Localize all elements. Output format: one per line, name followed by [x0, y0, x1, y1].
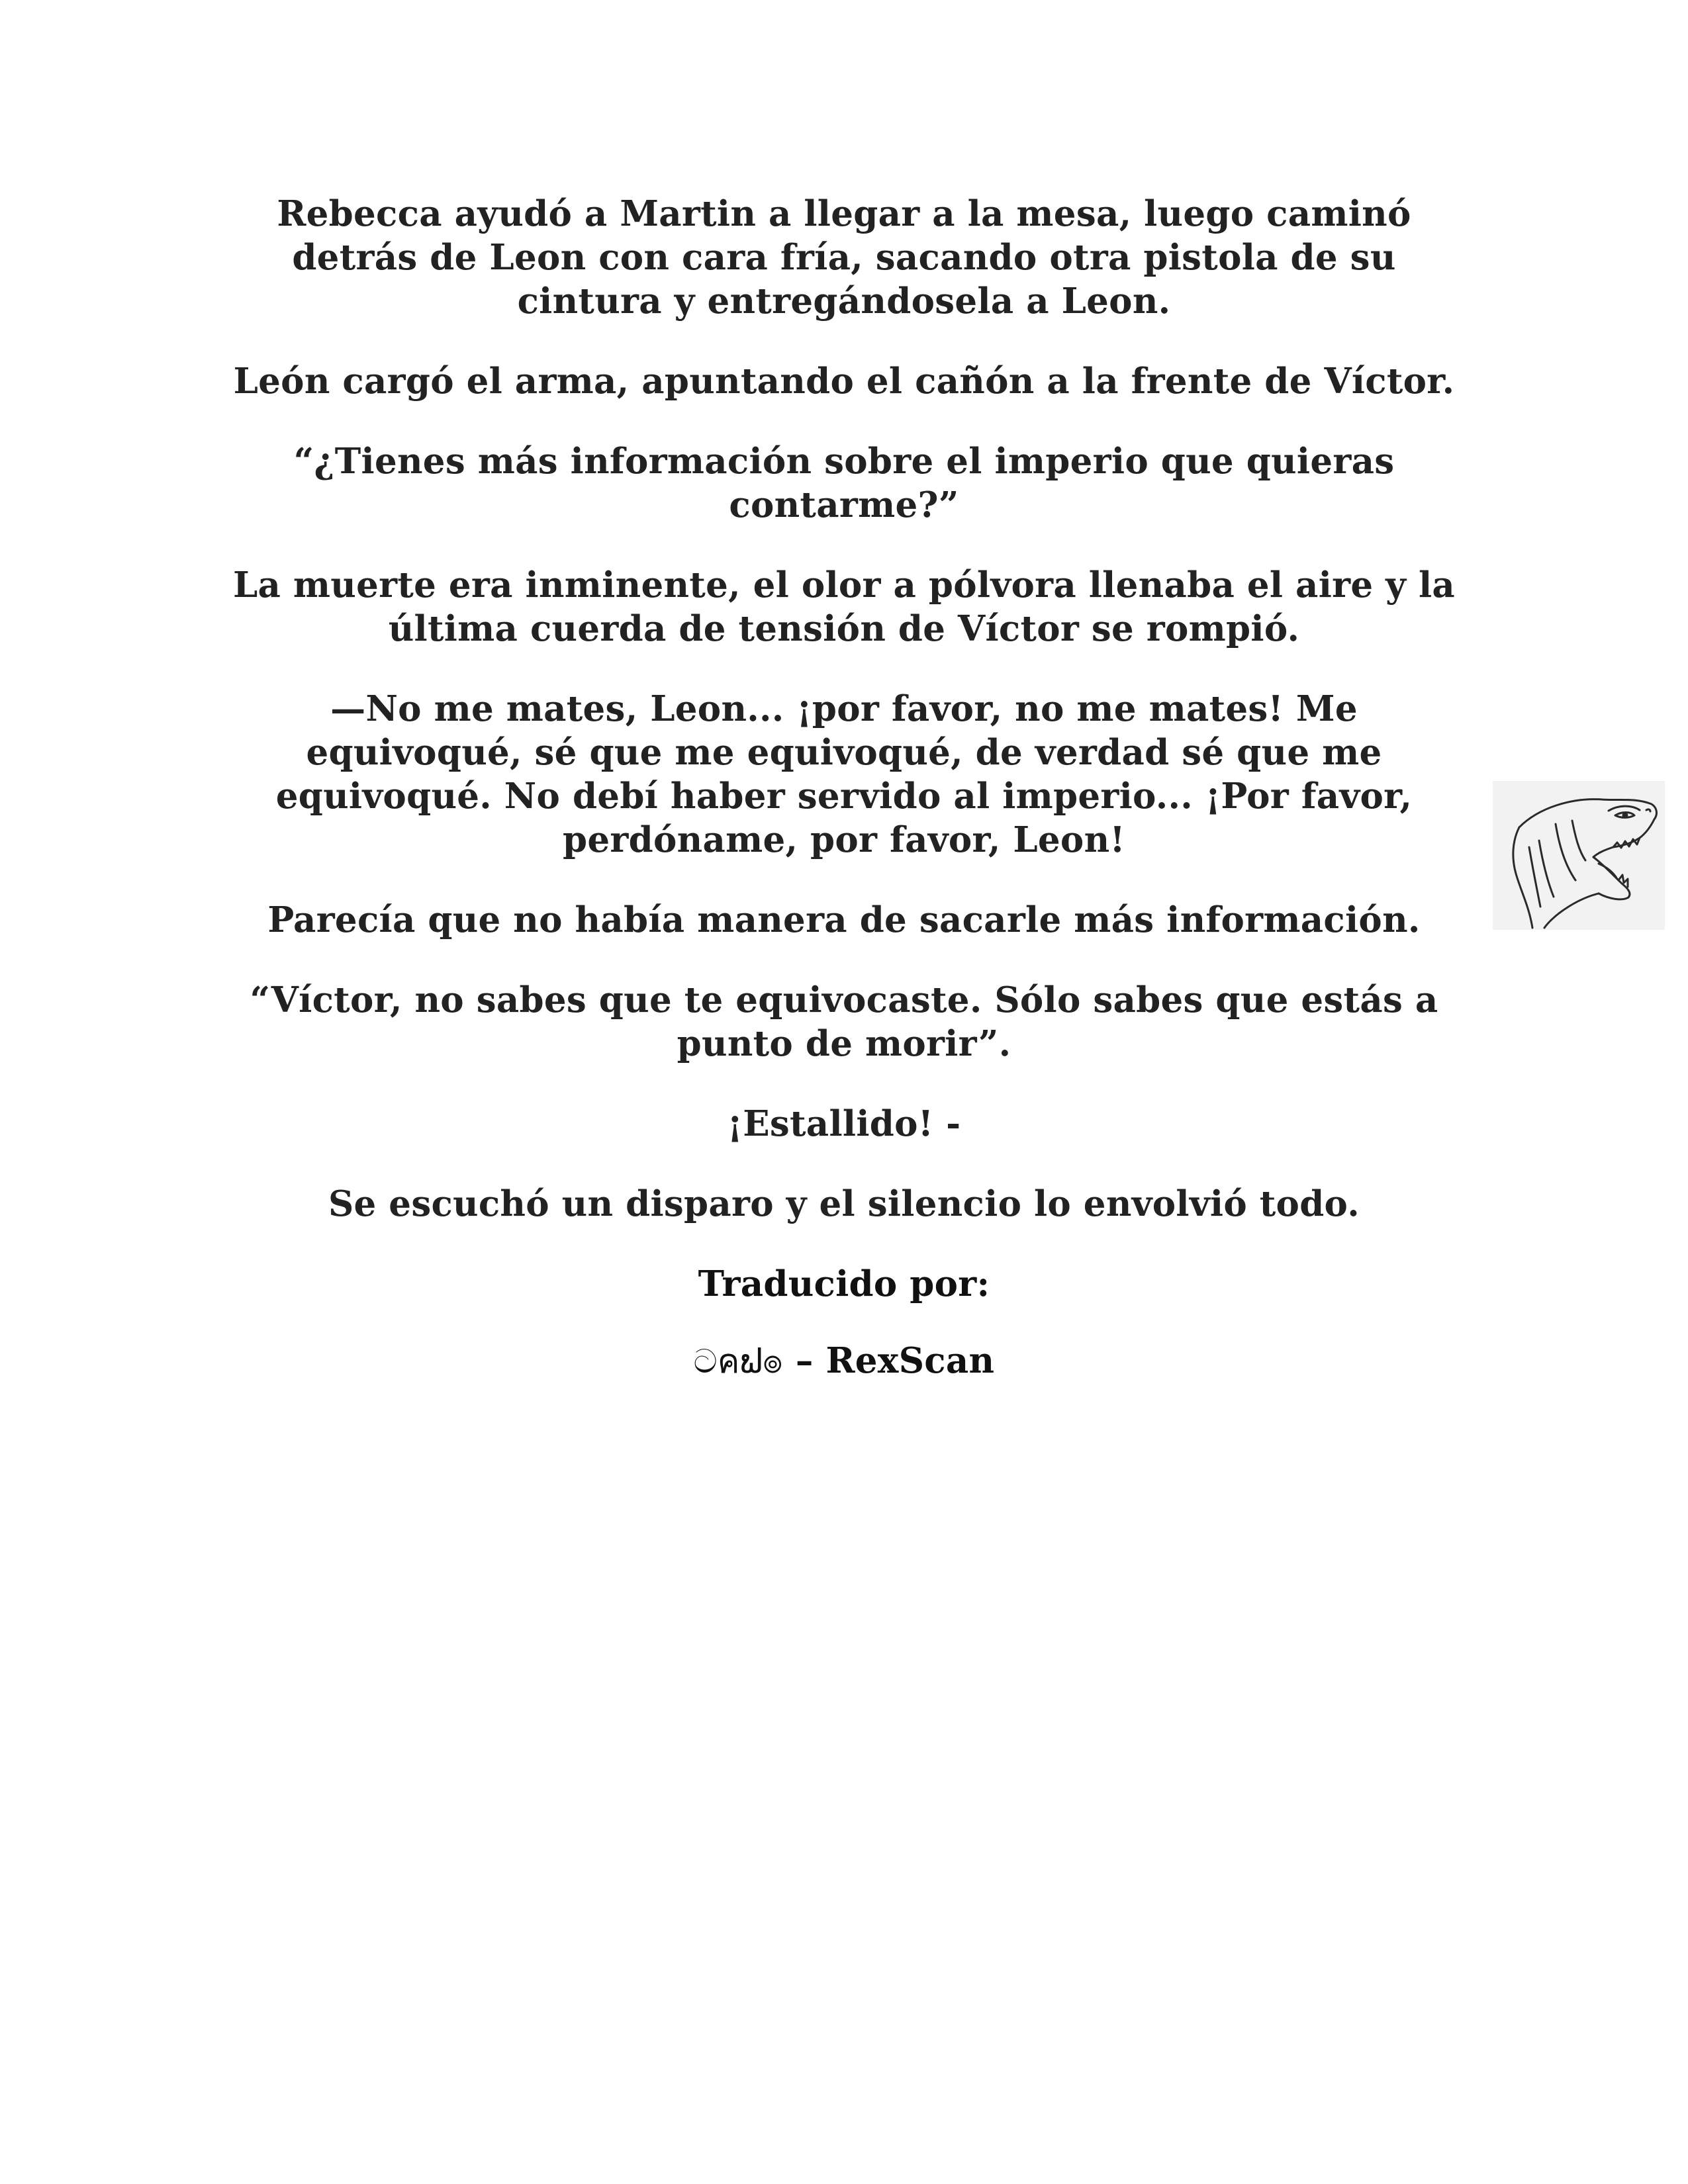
t-rex-head-icon — [1493, 781, 1665, 930]
t-rex-drawing — [1493, 781, 1665, 930]
paragraph-5: —No me mates, Leon... ¡por favor, no me mates! Me equivoqué, sé que me equivoqué, de verdad sé que me equivoqué. No debí haber servido al imperio... ¡Por favor, perdóname, por favor, Leon! — [275, 688, 1413, 860]
story-text — [232, 192, 1456, 1383]
paragraph-3: “¿Tienes más información sobre el imperio que quieras contarme?” — [293, 441, 1395, 525]
credits-line — [232, 1339, 1456, 1383]
paragraph-2: León cargó el arma, apuntando el cañón a la frente de Víctor. — [233, 361, 1455, 402]
translator-name: ටคຟ๏ — [693, 1342, 784, 1381]
paragraph-8: ¡Estallido! - — [727, 1103, 961, 1144]
group-name: RexScan — [825, 1340, 995, 1381]
credits-label: Traducido por: — [698, 1263, 990, 1304]
paragraph-1: Rebecca ayudó a Martin a llegar a la mesa, luego caminó detrás de Leon con cara fría, sacando otra pistola de su cintura y entregándosela a Leon. — [277, 193, 1411, 322]
credits-separator: – — [783, 1340, 826, 1381]
paragraph-9: Se escuchó un disparo y el silencio lo envolvió todo. — [328, 1183, 1360, 1224]
paragraph-7: “Víctor, no sabes que te equivocaste. Sólo sabes que estás a punto de morir”. — [250, 979, 1438, 1064]
paragraph-6: Parecía que no había manera de sacarle más información. — [267, 899, 1421, 940]
paragraph-4: La muerte era inminente, el olor a pólvora llenaba el aire y la última cuerda de tensión de Víctor se rompió. — [232, 565, 1456, 649]
